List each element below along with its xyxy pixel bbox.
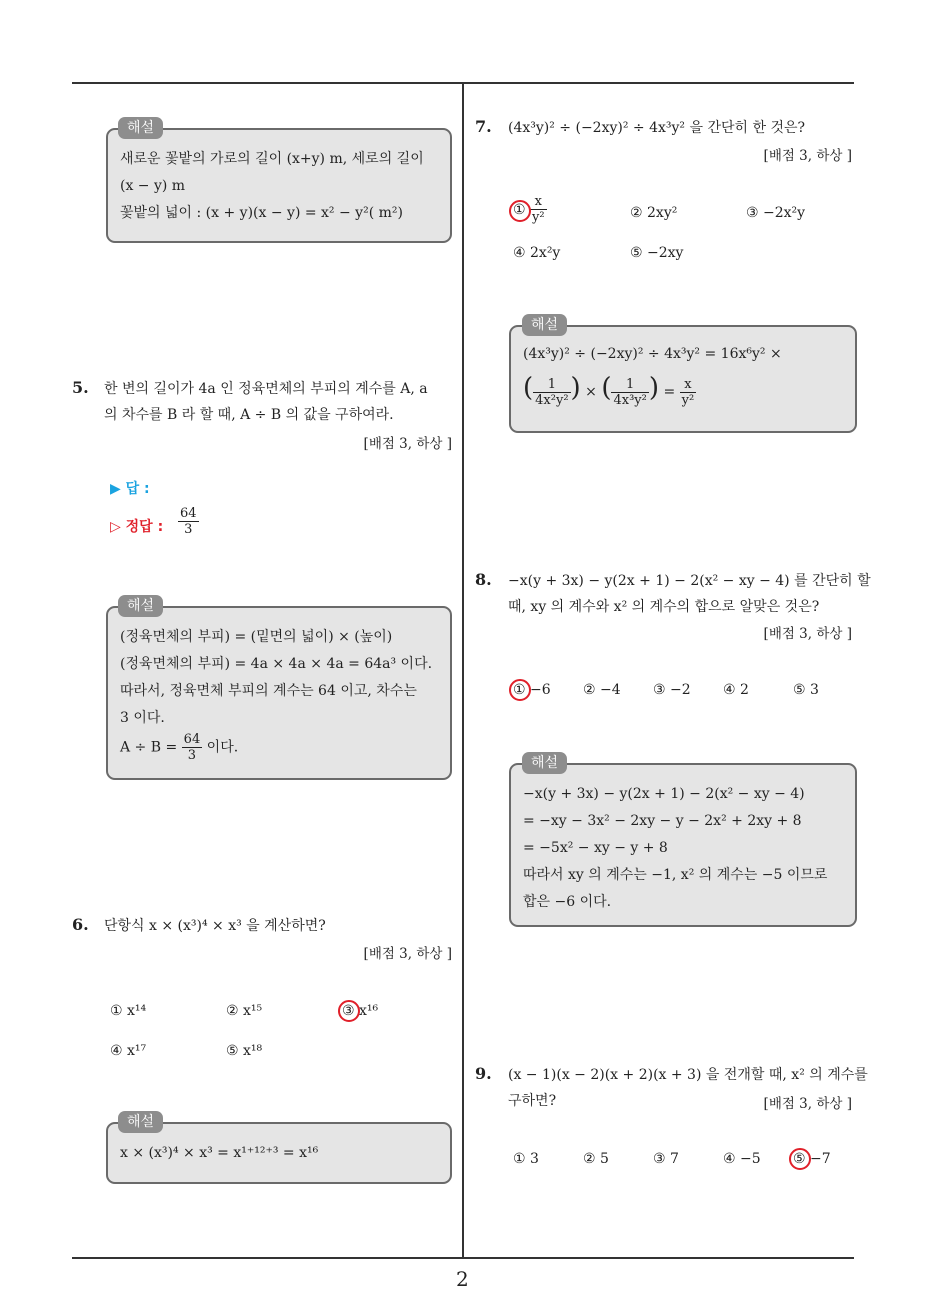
choice-value: x¹⁸ xyxy=(243,1043,263,1059)
choice-mark: ④ xyxy=(110,1043,123,1059)
choice-4[interactable] xyxy=(723,680,749,700)
selected-answer-mark xyxy=(509,679,531,701)
choice-value: −2 xyxy=(670,682,691,698)
choice-mark: ② xyxy=(583,1151,596,1167)
denominator: 4x³y² xyxy=(613,392,647,408)
choice-value: −4 xyxy=(600,682,621,698)
selected-answer-mark xyxy=(509,200,531,222)
choice-mark: ① xyxy=(513,1151,526,1167)
answer-label: ▶ 답 : xyxy=(110,481,150,497)
choice-5[interactable] xyxy=(226,1041,262,1061)
solution-line: (정육면체의 부피) = (밑면의 넓이) × (높이) xyxy=(120,629,393,645)
solution-line: 꽃밭의 넓이 : (x + y)(x − y) = x² − y²( m²) xyxy=(120,205,403,221)
selected-answer-mark xyxy=(338,1000,360,1022)
right-paren: ) xyxy=(648,373,660,403)
solution-box-q8 xyxy=(509,763,857,927)
denominator: y² xyxy=(681,392,695,408)
choice-4[interactable] xyxy=(723,1149,761,1169)
choice-mark: ② xyxy=(630,205,643,221)
solution-line: −x(y + 3x) − y(2x + 1) − 2(x² − xy − 4) xyxy=(523,786,805,802)
question-meta-8: [배점 3, 하상 ] xyxy=(763,626,852,642)
fraction xyxy=(533,377,570,408)
choice-2[interactable] xyxy=(630,203,677,223)
choice-5[interactable] xyxy=(793,680,819,700)
denominator: 3 xyxy=(187,748,197,763)
solution-tag: 해설 xyxy=(522,752,567,774)
choice-value: −5 xyxy=(740,1151,761,1167)
denominator: 4x²y² xyxy=(535,392,569,408)
question-meta-7: [배점 3, 하상 ] xyxy=(763,148,852,164)
solution-tag: 해설 xyxy=(118,595,163,617)
choice-mark: ① xyxy=(513,682,526,698)
choice-value: 3 xyxy=(530,1151,539,1167)
choice-mark: ④ xyxy=(723,682,736,698)
solution-line: 합은 −6 이다. xyxy=(523,894,612,910)
fraction xyxy=(178,506,199,537)
choice-mark: ① xyxy=(110,1003,123,1019)
solution-line: = −xy − 3x² − 2xy − y − 2x² + 2xy + 8 xyxy=(523,813,802,829)
right-paren: ) xyxy=(570,373,581,403)
choice-5[interactable] xyxy=(630,243,683,263)
choice-value: x¹⁴ xyxy=(127,1003,147,1019)
numerator: x xyxy=(680,377,697,393)
choice-mark: ③ xyxy=(746,205,759,221)
choice-3[interactable] xyxy=(653,680,691,700)
solution-line: 따라서 xy 의 계수는 −1, x² 의 계수는 −5 이므로 xyxy=(523,867,828,883)
choice-mark: ② xyxy=(583,682,596,698)
solution-line xyxy=(120,732,438,763)
choice-2[interactable] xyxy=(583,680,621,700)
solution-tag: 해설 xyxy=(522,314,567,336)
solution-line: (4x³y)² ÷ (−2xy)² ÷ 4x³y² = 16x⁶y² × xyxy=(523,346,782,362)
solution-tag: 해설 xyxy=(118,1111,163,1133)
numerator: 64 xyxy=(183,732,201,747)
solution-line: x × (x³)⁴ × x³ = x¹⁺¹²⁺³ = x¹⁶ xyxy=(120,1145,319,1161)
choice-value: 2x²y xyxy=(530,245,561,261)
selected-answer-mark xyxy=(789,1148,811,1170)
question-number-9: 9. xyxy=(475,1064,492,1083)
left-paren: ( xyxy=(601,373,612,403)
choice-2[interactable] xyxy=(583,1149,609,1169)
question-line: (x − 1)(x − 2)(x + 2)(x + 3) 을 전개할 때, x² 의 계수를 xyxy=(508,1067,868,1083)
denominator: 3 xyxy=(184,522,193,537)
solution-line: = −5x² − xy − y + 8 xyxy=(523,840,668,856)
question-text-5 xyxy=(104,376,456,428)
choice-value: 7 xyxy=(670,1151,679,1167)
numerator: 1 xyxy=(533,377,570,393)
fraction xyxy=(530,194,547,225)
choice-mark: ① xyxy=(513,201,526,218)
choice-value: 5 xyxy=(600,1151,609,1167)
question-line: 구하면? xyxy=(508,1093,557,1109)
denominator: y² xyxy=(532,210,545,225)
question-text-8 xyxy=(508,568,871,620)
question-number-6: 6. xyxy=(72,915,89,934)
choice-3[interactable] xyxy=(653,1149,679,1169)
choice-value: −2xy xyxy=(647,245,684,261)
choice-value: x¹⁶ xyxy=(359,1003,379,1019)
correct-answer-label: ▷ 정답 : xyxy=(110,519,164,535)
choice-3[interactable] xyxy=(746,203,805,223)
choice-value: −7 xyxy=(810,1151,831,1167)
choice-4[interactable] xyxy=(513,243,560,263)
question-meta-5: [배점 3, 하상 ] xyxy=(363,436,452,452)
fraction xyxy=(182,732,203,763)
choice-2[interactable] xyxy=(226,1001,262,1021)
solution-line: 새로운 꽃밭의 가로의 길이 (x+y) m, 세로의 길이 xyxy=(120,151,424,167)
solution-tag: 해설 xyxy=(118,117,163,139)
choice-mark: ③ xyxy=(653,1151,666,1167)
choice-value: x¹⁷ xyxy=(127,1043,147,1059)
question-text-7: (4x³y)² ÷ (−2xy)² ÷ 4x³y² 을 간단히 한 것은? xyxy=(508,120,806,136)
solution-text: 이다. xyxy=(206,739,239,756)
question-line: 의 차수를 B 라 할 때, A ÷ B 의 값을 구하여라. xyxy=(104,407,394,423)
choice-value: 2xy² xyxy=(647,205,678,221)
fraction xyxy=(611,377,648,408)
question-number-7: 7. xyxy=(475,117,492,136)
choice-mark: ⑤ xyxy=(226,1043,239,1059)
question-meta-9: [배점 3, 하상 ] xyxy=(763,1096,852,1112)
fraction xyxy=(680,377,697,408)
numerator: 64 xyxy=(180,506,197,521)
question-meta-6: [배점 3, 하상 ] xyxy=(363,946,452,962)
choice-value: 2 xyxy=(740,682,749,698)
solution-box-q7 xyxy=(509,325,857,433)
solution-text: = xyxy=(663,384,676,400)
choice-mark: ③ xyxy=(653,682,666,698)
question-number-8: 8. xyxy=(475,570,492,589)
correct-answer-value xyxy=(178,506,199,537)
solution-text: A ÷ B = xyxy=(120,739,178,756)
choice-4[interactable] xyxy=(110,1041,146,1061)
column-divider xyxy=(462,83,464,1258)
solution-line: 3 이다. xyxy=(120,710,165,726)
choice-mark: ⑤ xyxy=(793,682,806,698)
question-number-5: 5. xyxy=(72,378,89,397)
choice-value: x¹⁵ xyxy=(243,1003,263,1019)
solution-line: 따라서, 정육면체 부피의 계수는 64 이고, 차수는 xyxy=(120,683,417,699)
solution-line xyxy=(523,368,843,412)
numerator: 1 xyxy=(611,377,648,393)
bottom-rule xyxy=(72,1257,854,1259)
question-text-6: 단항식 x × (x³)⁴ × x³ 을 계산하면? xyxy=(104,918,326,934)
choice-mark: ④ xyxy=(723,1151,736,1167)
numerator: x xyxy=(530,194,547,210)
choice-mark: ③ xyxy=(342,1003,355,1019)
solution-box-q5 xyxy=(106,606,452,780)
choice-1[interactable] xyxy=(513,1149,539,1169)
choice-value: −6 xyxy=(530,682,551,698)
choice-1[interactable] xyxy=(110,1001,146,1021)
choice-mark: ⑤ xyxy=(793,1151,806,1167)
page-number: 2 xyxy=(456,1267,469,1291)
choice-value: −2x²y xyxy=(763,205,806,221)
choice-mark: ④ xyxy=(513,245,526,261)
choice-mark: ② xyxy=(226,1003,239,1019)
question-line: 한 변의 길이가 4a 인 정육면체의 부피의 계수를 A, a xyxy=(104,381,428,397)
solution-text: × xyxy=(585,384,597,400)
solution-box-q4 xyxy=(106,128,452,243)
left-paren: ( xyxy=(523,373,534,403)
solution-line: (정육면체의 부피) = 4a × 4a × 4a = 64a³ 이다. xyxy=(120,656,433,672)
solution-line: (x − y) m xyxy=(120,178,186,194)
choice-value: 3 xyxy=(810,682,819,698)
choice-mark: ⑤ xyxy=(630,245,643,261)
question-line: −x(y + 3x) − y(2x + 1) − 2(x² − xy − 4) 를 간단히 할 xyxy=(508,573,871,589)
question-line: 때, xy 의 계수와 x² 의 계수의 합으로 알맞은 것은? xyxy=(508,599,820,615)
